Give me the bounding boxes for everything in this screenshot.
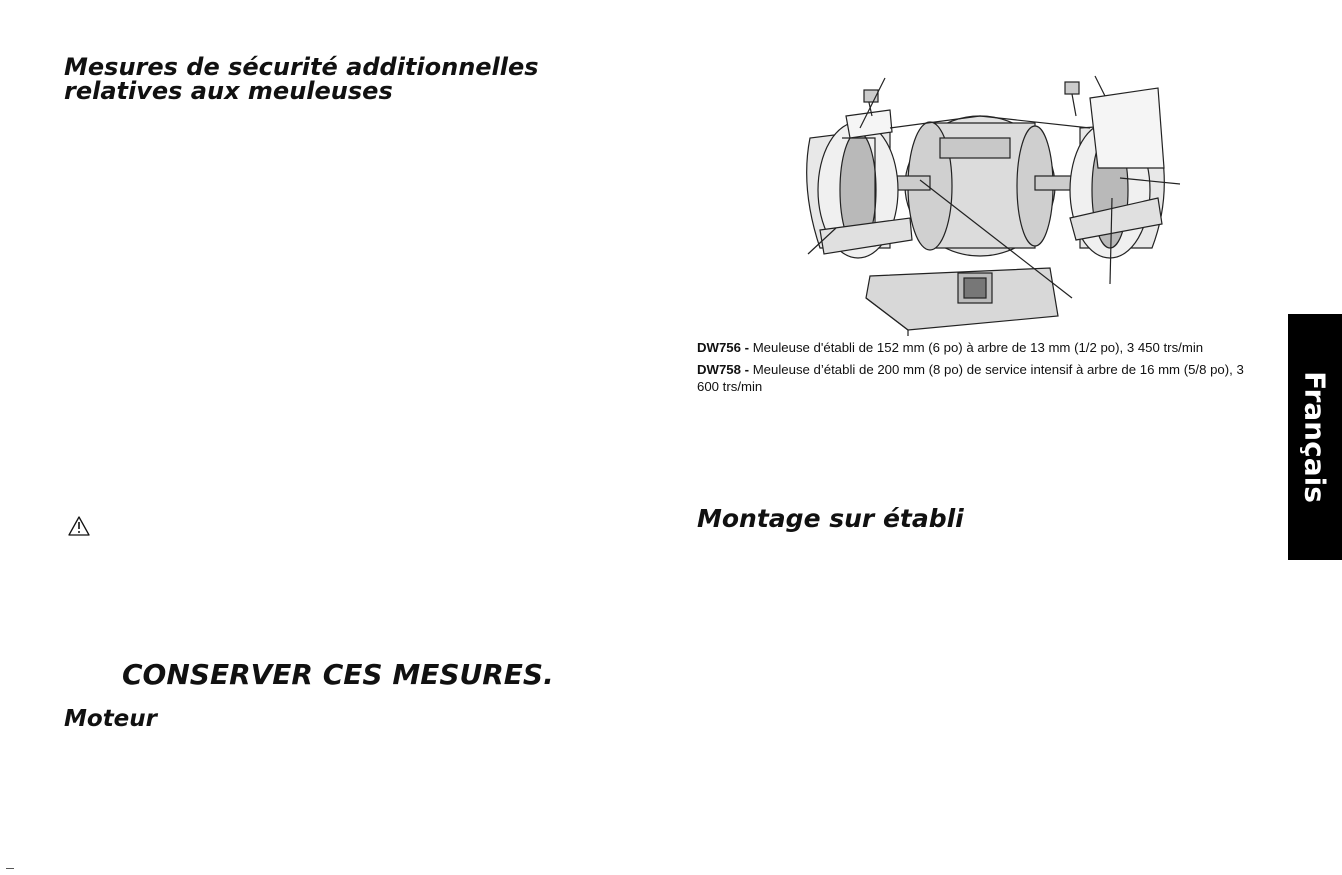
- section-title-line-1: Mesures de sécurité additionnelles: [64, 53, 539, 81]
- corner-mark: [6, 868, 14, 869]
- bench-grinder-illustration: [780, 68, 1190, 336]
- montage-heading: Montage sur établi: [697, 504, 964, 533]
- language-tab: [1288, 314, 1342, 560]
- model-number: DW758 -: [697, 362, 750, 377]
- section-title-line-2: relatives aux meuleuses: [64, 77, 393, 105]
- caption-text: Meuleuse d'établi de 152 mm (6 po) à arbre de 13 mm (1/2 po), 3 450 trs/min: [749, 340, 1204, 355]
- model-number: DW756 -: [697, 340, 750, 355]
- caption-text: Meuleuse d’établi de 200 mm (8 po) de service intensif à arbre de 16 mm (5/8 po), 3 600 trs/min: [697, 362, 1244, 394]
- language-tab-label: Français: [1298, 371, 1332, 503]
- figure-caption-dw756: [697, 339, 1257, 356]
- conserver-heading: CONSERVER CES MESURES.: [122, 658, 554, 691]
- figure-caption-dw758: [697, 361, 1257, 395]
- moteur-heading: Moteur: [64, 706, 157, 732]
- warning-triangle-icon: [68, 516, 90, 536]
